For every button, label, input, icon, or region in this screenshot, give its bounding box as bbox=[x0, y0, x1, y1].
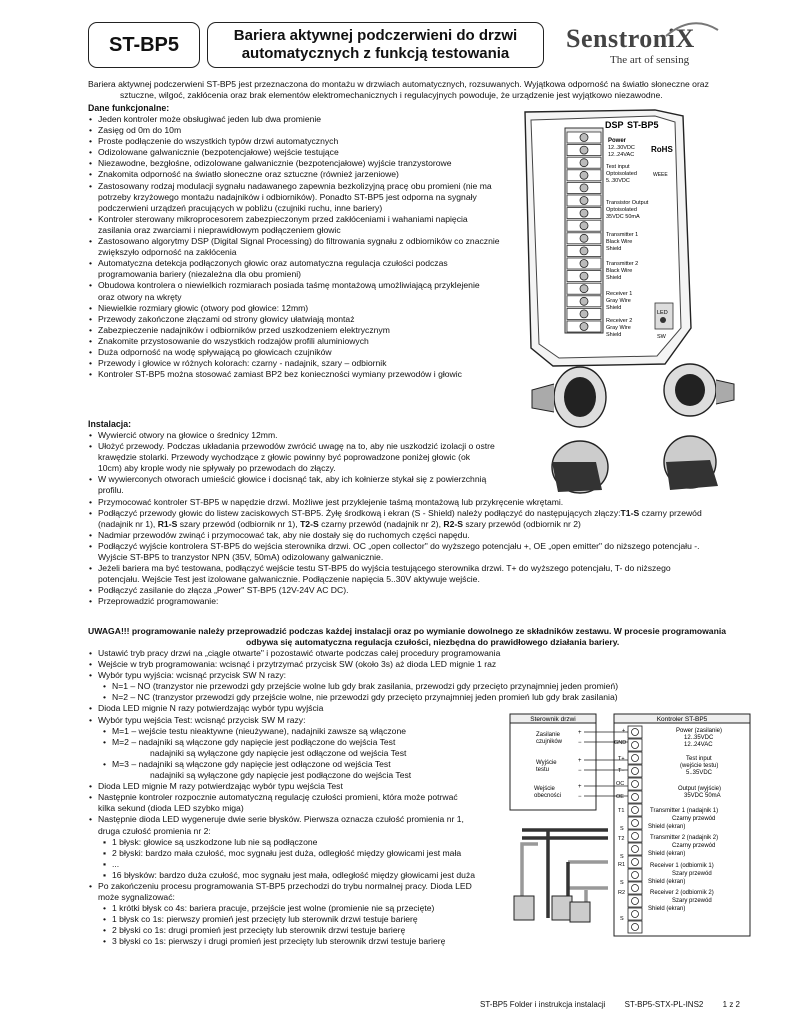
transistor-output-label: Transistor Output bbox=[606, 200, 649, 206]
receiver-2-shield: Shield bbox=[606, 332, 622, 338]
diagram-terminal bbox=[628, 752, 642, 764]
screw-icon bbox=[580, 323, 588, 331]
screw-icon bbox=[580, 134, 588, 142]
receiver-1-label: Receiver 1 bbox=[606, 291, 633, 297]
feature-item: • Zastosowany rodzaj modulacji sygnału nadawanego zapewnia bezkolizyjną pracę obu promieni (nie ma bbox=[88, 181, 528, 192]
transmitter-1-shield: Shield bbox=[606, 246, 622, 252]
led-indicator-icon bbox=[660, 317, 666, 323]
diagram-terminal bbox=[628, 804, 642, 816]
device-model-label: ST-BP5 bbox=[627, 120, 659, 130]
supply-label-2: czujników bbox=[536, 739, 563, 745]
program-text: Następnie kontroler rozpocznie automatyczną regulację czułości promieni, która może potrwać bbox=[98, 792, 458, 803]
program-text: N=1 – NO (tranzystor nie przewodzi gdy przejście wolne lub gdy brak zasilania, przewodzi gdy przecięto przynajmniej jeden promień) bbox=[112, 681, 619, 692]
program-text: Dioda LED mignie N razy potwierdzając wybór typu wyjścia bbox=[98, 703, 324, 714]
program-item bbox=[88, 914, 532, 925]
term-s-4: S bbox=[620, 916, 624, 922]
screw-icon bbox=[580, 146, 588, 154]
feature-item: • Automatyczna detekcja podłączonych głowic oraz automatyczna regulacja czułości podczas bbox=[88, 258, 528, 269]
feature-item: • Obudowa kontrolera o niewielkich rozmiarach posiada taśmę montażową umożliwiającą przyklejenie bbox=[88, 280, 528, 291]
install-item: • Jeżeli bariera ma być testowana, podłączyć wejście testu ST-BP5 do wyjścia testującego sterownika drzwi. T+ do wyższego potencjału, T- do niższego bbox=[88, 563, 748, 574]
program-item bbox=[88, 903, 532, 914]
screw-icon bbox=[580, 272, 588, 280]
program-item bbox=[88, 936, 532, 947]
door-plus-1: + bbox=[578, 730, 582, 736]
bullet-icon: • bbox=[89, 880, 93, 891]
st-bp5-title: Kontroler ST-BP5 bbox=[656, 716, 708, 723]
program-text: nadajniki są wyłączone gdy napięcie jest odłączone od wejścia Test bbox=[150, 747, 407, 758]
features-heading: Dane funkcjonalne: bbox=[88, 103, 170, 113]
tx2-wire: Czarny przewód bbox=[672, 843, 716, 849]
test-opto-label: Optoisolated bbox=[606, 171, 637, 177]
program-item bbox=[88, 826, 518, 837]
screw-icon bbox=[580, 209, 588, 217]
install-item: • Podłączyć wyjście kontrolera ST-BP5 do wejścia sterownika drzwi. OC „open collector" do wyższego potencjału +, OE „open emitter" do niższego potencjału -. bbox=[88, 541, 748, 552]
program-text: 2 błyski: bardzo mała czułość, moc sygnału jest duża, odległość między głowicami jest mała bbox=[112, 847, 462, 858]
program-text: Wejście w tryb programowania: wcisnąć i przytrzymać przycisk SW (około 3s) aż dioda LED mignie 1 raz bbox=[98, 659, 497, 670]
bullet-icon: • bbox=[89, 781, 93, 792]
bullet-icon: • bbox=[89, 792, 93, 803]
program-text: Wybór typu wyjścia: wcisnąć przycisk SW N razy: bbox=[98, 670, 287, 681]
install-text: R2-S bbox=[443, 518, 463, 529]
program-item bbox=[88, 648, 758, 659]
supply-label: Zasilanie bbox=[536, 732, 561, 738]
screw-icon bbox=[580, 184, 588, 192]
test-in-voltage: 5..35VDC bbox=[686, 770, 713, 776]
feature-item: • Zabezpieczenie nadajników i odbiorników przed uszkodzeniem elektrycznym bbox=[88, 325, 528, 336]
intro-line-1: Bariera aktywnej podczerwieni ST-BP5 jest przeznaczona do montażu w drzwiach automatycznych, rozsuwanych. Wyjątkowa odporność na światło słoneczne oraz bbox=[88, 79, 709, 89]
install-item: Wyjście ST-BP5 to tranzystor NPN (35V, 50mA) odizolowany galwanicznie. bbox=[98, 552, 384, 563]
sensor-heads-illustration bbox=[530, 362, 736, 502]
program-text: N=2 – NC (tranzystor przewodzi gdy przejście wolne, nie przewodzi gdy przecięto przynajmniej jeden promień lub gdy brak zasilania) bbox=[112, 692, 618, 703]
install-text: R1-S bbox=[157, 518, 178, 529]
program-item bbox=[88, 803, 518, 814]
occupancy-in-label-2: obecności bbox=[534, 793, 562, 799]
install-item: • Podłączyć zasilanie do złącza „Power" ST-BP5 (12V-24V AC DC). bbox=[88, 585, 748, 596]
feature-item: • Przewody zakończone złączami od strony głowicy ułatwiają montaż bbox=[88, 314, 528, 325]
led-label: LED bbox=[657, 310, 668, 316]
term-s-3: S bbox=[620, 880, 624, 886]
program-text: 2 błyski co 1s: drugi promień jest przecięty lub sterownik drzwi testuje barierę bbox=[112, 925, 406, 936]
door-minus-2: − bbox=[578, 768, 582, 774]
diagram-terminal bbox=[628, 778, 642, 790]
program-text: Po zakończeniu procesu programowania ST-BP5 przechodzi do trybu normalnej pracy. Dioda LED bbox=[98, 880, 472, 891]
feature-item: programowania bariery (niezależna dla obu promieni) bbox=[98, 269, 302, 280]
program-text: kilka sekund (dioda LED szybko miga) bbox=[98, 803, 244, 814]
feature-item: • Zastosowano algorytmy DSP (Digital Signal Processing) do filtrowania sygnału z odbiorników co znacznie bbox=[88, 236, 528, 247]
bullet-icon: • bbox=[103, 925, 107, 936]
program-item bbox=[88, 759, 532, 770]
weee-label: WEEE bbox=[653, 172, 668, 178]
bullet-icon: • bbox=[89, 648, 93, 658]
program-text: 1 błysk: głowice są uszkodzone lub nie są podłączone bbox=[112, 836, 318, 847]
feature-item: oraz otwory na wkręty bbox=[98, 291, 182, 302]
program-item bbox=[88, 770, 570, 781]
dsp-label: DSP bbox=[605, 120, 624, 130]
install-text: Podłączyć przewody głowic do listew zaciskowych ST-BP5. Żyłę środkową i ekran (S - Shield) należy podłączyć do następujących złączy: bbox=[98, 507, 621, 518]
diagram-terminal bbox=[628, 882, 642, 894]
program-item bbox=[88, 792, 518, 803]
install-item: krawędzie stolarki. Przewody wychodzące z głowic powinny być poprowadzone poniżej głowic (ok bbox=[98, 452, 471, 463]
program-item bbox=[88, 881, 518, 892]
transistor-rating-label: 35VDC 50mA bbox=[606, 214, 640, 220]
bullet-icon: • bbox=[103, 914, 107, 925]
test-in-desc: Test input bbox=[686, 756, 712, 762]
program-text: 16 błysków: bardzo duża czułość, moc sygnału jest mała, odległość między głowicami jest duża bbox=[112, 869, 476, 880]
bullet-icon: • bbox=[89, 714, 93, 725]
warning-line-1: UWAGA!!! programowanie należy przeprowadzić podczas każdej instalacji oraz po wymianie dowolnego ze składników zestawu. W procesie programowania bbox=[88, 626, 726, 636]
bullet-icon: ▪ bbox=[103, 836, 107, 847]
led-area bbox=[655, 303, 673, 329]
program-item bbox=[88, 737, 532, 748]
diagram-terminal bbox=[628, 726, 642, 738]
intro-line-2: sztuczne, wilgoć, zakłócenia oraz brak elementów elektromechanicznych i regulacyjnych powoduje, że urządzenie jest wyjątkowo niezawodne. bbox=[120, 90, 663, 100]
term-t-minus: T− bbox=[618, 768, 625, 774]
screw-icon bbox=[580, 234, 588, 242]
program-text: Dioda LED mignie M razy potwierdzając wybór typu wejścia Test bbox=[98, 781, 343, 792]
screw-icon bbox=[580, 171, 588, 179]
feature-item: • Zasięg od 0m do 10m bbox=[88, 125, 528, 136]
title-line-2: automatycznych z funkcją testowania bbox=[241, 45, 510, 62]
diagram-terminal bbox=[628, 765, 642, 777]
feature-item: potrzeby krzyżowego montażu nadajników i odbiorników). Ponadto ST-BP5 jest odporna na sygnały bbox=[98, 191, 477, 202]
program-text: Następnie dioda LED wygeneruje dwie serie błysków. Pierwsza oznacza czułość promienia nr 1, bbox=[98, 814, 464, 825]
install-text: T1-S bbox=[620, 507, 640, 518]
program-text: M=1 – wejście testu nieaktywne (nieużywane), nadajniki zawsze są włączone bbox=[112, 725, 407, 736]
install-item: • Nadmiar przewodów zwinąć i przymocować tak, aby nie dostały się do ruchomych części napędu. bbox=[88, 530, 748, 541]
bullet-icon: • bbox=[103, 681, 107, 692]
sensor-head-icon bbox=[552, 441, 608, 493]
feature-item: • Znakomita odporność na światło słoneczne oraz sztuczne (również jarzeniowe) bbox=[88, 169, 528, 180]
feature-item: • Kontroler ST-BP5 można stosować zamiast BP2 bez konieczności wymiany przewodów i głowic bbox=[88, 369, 528, 380]
term-r2: R2 bbox=[618, 890, 626, 896]
program-text: ... bbox=[112, 858, 120, 869]
features-list bbox=[88, 114, 528, 380]
screw-icon bbox=[580, 247, 588, 255]
title-line-1: Bariera aktywnej podczerwieni do drzwi bbox=[233, 27, 518, 44]
term-plus: + bbox=[622, 728, 626, 734]
rx1-shield: Shield (ekran) bbox=[648, 879, 686, 885]
sw-label: SW bbox=[657, 334, 666, 340]
feature-item: • Kontroler sterowany mikroprocesorem zabezpieczonym przed zakłóceniami i wahaniami napięcia bbox=[88, 214, 528, 225]
screw-icon bbox=[580, 297, 588, 305]
power-label: Power bbox=[608, 138, 627, 144]
receiver-2-wire: Gray Wire bbox=[606, 325, 631, 331]
term-s-1: S bbox=[620, 826, 624, 832]
install-text: czarny przewód bbox=[639, 507, 702, 518]
bullet-icon: • bbox=[89, 814, 93, 825]
product-code-box bbox=[88, 22, 200, 68]
rx2-desc: Receiver 2 (odbiornik 2) bbox=[650, 890, 714, 896]
diagram-terminal bbox=[628, 869, 642, 881]
footer-doc: ST-BP5 Folder i instrukcja instalacji bbox=[480, 1000, 606, 1009]
sensor-head-icon bbox=[664, 436, 718, 490]
program-item bbox=[88, 925, 532, 936]
door-controller-title: Sterownik drzwi bbox=[530, 716, 576, 723]
transmitter-1-wire: Black Wire bbox=[606, 239, 633, 245]
diagram-terminal bbox=[628, 921, 642, 933]
diagram-terminal bbox=[628, 739, 642, 751]
term-t1: T1 bbox=[618, 808, 625, 814]
screw-icon bbox=[580, 260, 588, 268]
diagram-terminal bbox=[628, 895, 642, 907]
install-item: • W wywierconych otworach umieścić głowice i docisnąć tak, aby ich kołnierze stykał się z powierzchnią bbox=[88, 474, 748, 485]
install-item: • Wywiercić otwory na głowice o średnicy 12mm. bbox=[88, 430, 748, 441]
install-item: profilu. bbox=[98, 485, 124, 496]
bullet-icon: • bbox=[103, 758, 107, 769]
transistor-opto-label: Optoisolated bbox=[606, 207, 637, 213]
install-text: szary przewód (odbiornik nr 1), bbox=[177, 518, 301, 529]
diagram-terminal bbox=[628, 817, 642, 829]
rx1-wire: Szary przewód bbox=[672, 871, 712, 877]
rx2-shield: Shield (ekran) bbox=[648, 906, 686, 912]
warning-line-2: odbywa się automatyczna regulacja czułości, niezbędna do prawidłowego działania bariery. bbox=[246, 637, 620, 647]
wiring-diagram bbox=[508, 712, 752, 938]
bullet-icon: • bbox=[103, 936, 107, 947]
install-text: (nadajnik nr 1), bbox=[98, 518, 158, 529]
program-text: 1 krótki błysk co 4s: bariera pracuje, przejście jest wolne (promienie nie są przecięte) bbox=[112, 903, 435, 914]
bullet-icon: • bbox=[103, 903, 107, 914]
diagram-terminal bbox=[628, 791, 642, 803]
program-text: druga czułość promienia nr 2: bbox=[98, 825, 211, 836]
screw-icon bbox=[580, 197, 588, 205]
install-item: potencjału. Wejście Test jest izolowane galwanicznie. Podłączenie napięcia 5..30V aktywuje wejście. bbox=[98, 574, 480, 585]
door-plus-2: + bbox=[578, 758, 582, 764]
output-rating: 35VDC 50mA bbox=[684, 793, 721, 799]
install-item bbox=[88, 508, 748, 519]
term-gnd: GND bbox=[614, 740, 627, 746]
install-heading: Instalacja: bbox=[88, 419, 132, 429]
program-item bbox=[88, 870, 532, 881]
program-item bbox=[88, 781, 518, 792]
program-item bbox=[88, 670, 758, 681]
door-minus-1: − bbox=[578, 740, 582, 746]
bullet-icon: ▪ bbox=[103, 869, 107, 880]
program-text: może sygnalizować: bbox=[98, 892, 175, 903]
feature-item: • Jeden kontroler może obsługiwać jeden lub dwa promienie bbox=[88, 114, 528, 125]
diagram-terminal bbox=[628, 830, 642, 842]
bullet-icon: • bbox=[89, 659, 93, 670]
power-desc-v2: 12..24VAC bbox=[684, 742, 713, 748]
controller-illustration bbox=[505, 108, 705, 370]
install-item: 10cm) aby krople wody nie spływały po przewodach do złączy. bbox=[98, 463, 336, 474]
transmitter-2-wire: Black Wire bbox=[606, 268, 633, 274]
feature-item: • Przewody i głowice w różnych kolorach: czarny - nadajnik, szary – odbiornik bbox=[88, 358, 528, 369]
diagram-terminal bbox=[628, 856, 642, 868]
occupancy-in-label: Wejście bbox=[534, 786, 555, 792]
screw-icon bbox=[580, 310, 588, 318]
program-item bbox=[88, 892, 518, 903]
transmitter-1-label: Transmitter 1 bbox=[606, 232, 639, 238]
tx2-shield: Shield (ekran) bbox=[648, 851, 686, 857]
install-text: czarny przewód (nadajnik nr 2), bbox=[318, 518, 444, 529]
bullet-icon: • bbox=[103, 725, 107, 736]
feature-item: • Odizolowane galwanicznie (bezpotencjałowe) wejście testujące bbox=[88, 147, 528, 158]
sensor-head-icon bbox=[664, 364, 734, 416]
term-t-plus: T+ bbox=[618, 756, 625, 762]
footer-code: ST-BP5-STX-PL-INS2 bbox=[624, 1000, 704, 1009]
program-item bbox=[88, 859, 532, 870]
brand-tagline: The art of sensing bbox=[610, 54, 690, 66]
program-text: M=3 – nadajniki są włączone gdy napięcie jest odłączone od wejścia Test bbox=[112, 758, 391, 769]
footer bbox=[480, 1000, 740, 1009]
term-r1: R1 bbox=[618, 862, 626, 868]
term-t2: T2 bbox=[618, 836, 625, 842]
program-item bbox=[88, 681, 758, 692]
power-desc: Power (zasilanie) bbox=[676, 728, 723, 734]
bullet-icon: • bbox=[103, 736, 107, 747]
tx1-wire: Czarny przewód bbox=[672, 816, 716, 822]
install-item: • Ułożyć przewody. Podczas układania przewodów zwrócić uwagę na to, aby nie uszkodzić izolacji o ostre bbox=[88, 441, 748, 452]
brand-logo: SenstroniX bbox=[566, 24, 695, 53]
program-item bbox=[88, 748, 570, 759]
program-item bbox=[88, 814, 518, 825]
door-plus-3: + bbox=[578, 784, 582, 790]
feature-item: • Niewielkie rozmiary głowic (otwory pod głowice: 12mm) bbox=[88, 303, 528, 314]
sensor-mount-icon bbox=[514, 896, 590, 922]
feature-item: • Duża odporność na wodę spływającą po głowicach czujników bbox=[88, 347, 528, 358]
power-voltage-1: 12..30VDC bbox=[608, 145, 635, 151]
transmitter-2-label: Transmitter 2 bbox=[606, 261, 639, 267]
bullet-icon: • bbox=[89, 670, 93, 681]
screw-icon bbox=[580, 222, 588, 230]
tx1-shield: Shield (ekran) bbox=[648, 824, 686, 830]
bullet-icon: • bbox=[103, 692, 107, 703]
power-voltage-2: 12..24VAC bbox=[608, 152, 635, 158]
feature-item: • Znakomite przystosowanie do wszystkich rodzajów profili aluminiowych bbox=[88, 336, 528, 347]
program-text: 1 błysk co 1s: pierwszy promień jest przecięty lub sterownik drzwi testuje barierę bbox=[112, 914, 418, 925]
install-item: • Przeprowadzić programowanie: bbox=[88, 596, 748, 607]
tx2-desc: Transmitter 2 (nadajnik 2) bbox=[650, 835, 719, 841]
feature-item: podczerwieni urządzeń pracujących w pobliżu (czujniki ruchu, inne bariery) bbox=[98, 202, 383, 213]
test-in-desc-2: (wejście testu) bbox=[680, 763, 719, 769]
rx2-wire: Szary przewód bbox=[672, 898, 712, 904]
install-item bbox=[88, 519, 748, 530]
program-item bbox=[88, 692, 758, 703]
term-oe: OE bbox=[616, 794, 624, 800]
receiver-1-wire: Gray Wire bbox=[606, 298, 631, 304]
install-item: • Przymocować kontroler ST-BP5 w napędzie drzwi. Możliwe jest przyklejenie taśmą montażową lub przykręcenie wkrętami. bbox=[88, 497, 748, 508]
test-out-label: Wyjście bbox=[536, 760, 557, 766]
rx1-desc: Receiver 1 (odbiornik 1) bbox=[650, 863, 714, 869]
program-item bbox=[88, 837, 532, 848]
tx1-desc: Transmitter 1 (nadajnik 1) bbox=[650, 808, 719, 814]
program-item bbox=[88, 726, 532, 737]
feature-item: • Proste podłączenie do wszystkich typów drzwi automatycznych bbox=[88, 136, 528, 147]
program-text: nadajniki są wyłączone gdy napięcie jest podłączone do wejścia Test bbox=[150, 770, 412, 781]
test-input-label: Test input bbox=[606, 164, 630, 170]
power-desc-v1: 12..35VDC bbox=[684, 735, 714, 741]
transmitter-2-shield: Shield bbox=[606, 275, 622, 281]
output-desc: Output (wyjście) bbox=[678, 786, 722, 792]
test-out-label-2: testu bbox=[536, 767, 550, 773]
term-s-2: S bbox=[620, 854, 624, 860]
feature-item: zasilania oraz zwarciami i nieprawidłowym podłączeniem głowic bbox=[98, 224, 341, 235]
program-item bbox=[88, 659, 758, 670]
program-item bbox=[88, 715, 518, 726]
term-oc: OC bbox=[616, 781, 625, 787]
title-box bbox=[207, 22, 544, 68]
program-text: 3 błyski co 1s: pierwszy i drugi promień jest przecięty lub sterownik drzwi testuje barierę bbox=[112, 936, 446, 947]
install-text: T2-S bbox=[300, 518, 319, 529]
program-text: Wybór typu wejścia Test: wcisnąć przycisk SW M razy: bbox=[98, 714, 306, 725]
product-code: ST-BP5 bbox=[108, 33, 180, 56]
rohs-label: RoHS bbox=[651, 145, 673, 154]
bullet-icon: ▪ bbox=[103, 847, 107, 858]
program-text: M=2 – nadajniki są włączone gdy napięcie jest podłączone do wejścia Test bbox=[112, 736, 396, 747]
sensor-head-icon bbox=[532, 367, 606, 427]
install-text: szary przewód (odbiornik nr 2) bbox=[462, 518, 581, 529]
bullet-icon: ▪ bbox=[103, 858, 107, 869]
receiver-1-shield: Shield bbox=[606, 305, 622, 311]
logo-arc-icon bbox=[664, 18, 720, 38]
bullet-icon: • bbox=[89, 703, 93, 714]
screw-icon bbox=[580, 159, 588, 167]
receiver-2-label: Receiver 2 bbox=[606, 318, 633, 324]
diagram-terminal bbox=[628, 843, 642, 855]
feature-item: • Niezawodne, bezgłośne, odizolowane galwanicznie (bezpotencjałowe) wyjście tranzystorowe bbox=[88, 158, 528, 169]
program-item bbox=[88, 703, 518, 714]
test-voltage-label: 5..30VDC bbox=[606, 178, 630, 184]
diagram-terminal bbox=[628, 908, 642, 920]
feature-item: zwiększyło odporność na zakłócenia bbox=[98, 247, 237, 258]
program-text: Ustawić tryb pracy drzwi na „ciągle otwarte" i pozostawić otwarte podczas całej procedury programowania bbox=[98, 648, 501, 658]
footer-page: 1 z 2 bbox=[722, 1000, 740, 1009]
program-item bbox=[88, 848, 532, 859]
door-minus-3: − bbox=[578, 794, 582, 800]
screw-icon bbox=[580, 285, 588, 293]
